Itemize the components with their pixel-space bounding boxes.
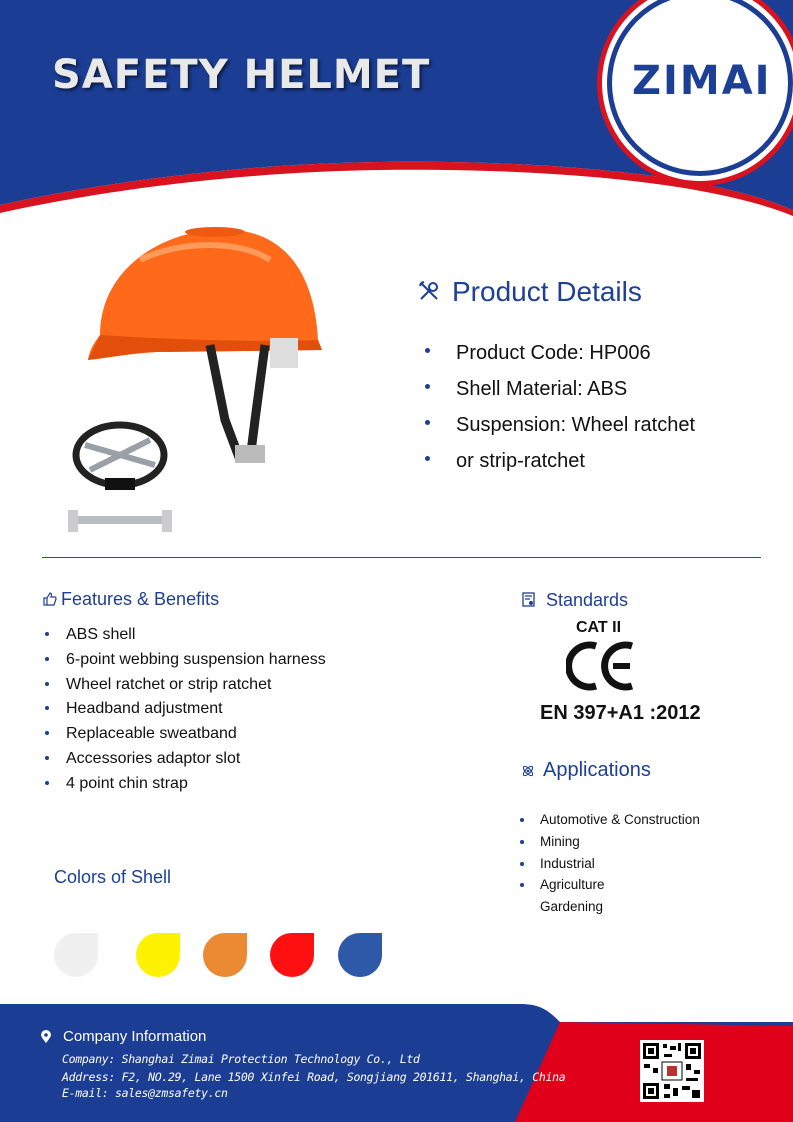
list-item: Shell Material: ABS [425,378,695,414]
section-divider [42,557,761,558]
company-info-title: Company Information [63,1028,207,1045]
location-pin-icon [40,1030,52,1044]
list-item: Automotive & Construction [520,812,700,834]
list-item: Headband adjustment [45,700,326,725]
features-title: Features & Benefits [61,589,220,609]
list-item: ABS shell [45,626,326,651]
list-item: or strip-ratchet [425,450,695,486]
color-swatch-red [270,933,314,977]
color-swatch-blue [338,933,382,977]
thumbs-up-icon [43,592,57,606]
color-swatch-white [54,933,98,977]
atom-icon [521,764,535,778]
helmet-product-image [60,220,340,550]
color-swatch-orange [203,933,247,977]
company-name: Company: Shanghai Zimai Protection Technology Co., Ltd [62,1052,420,1066]
shell-colors-title: Colors of Shell [54,867,172,887]
list-item: Accessories adaptor slot [45,750,326,775]
company-address: Address: F2, NO.29, Lane 1500 Xinfei Road, Songjiang 201611, Shanghai, China [62,1070,566,1084]
tools-icon [418,280,440,302]
features-list [45,626,326,800]
list-item: 4 point chin strap [45,775,326,800]
list-item: 6-point webbing suspension harness [45,651,326,676]
header-banner [0,0,793,230]
page-title: SAFETY HELMET [52,52,431,98]
ce-mark [566,640,638,692]
list-item: Gardening [540,899,604,915]
applications-list [520,812,700,921]
list-item: Suspension: Wheel ratchet [425,414,695,450]
standards-title: Standards [546,590,629,610]
standard-norm: EN 397+A1 :2012 [540,702,701,724]
qr-code [640,1040,704,1102]
list-item: Mining [520,834,700,856]
color-swatch-yellow [136,933,180,977]
list-item: Replaceable sweatband [45,725,326,750]
list-item: Agriculture [520,877,700,899]
product-details-list [425,342,695,486]
product-details-title: Product Details [452,276,642,307]
cat-rating: CAT II [576,619,622,636]
certificate-icon [522,592,536,608]
applications-title: Applications [543,759,651,781]
company-email[interactable]: E-mail: sales@zmsafety.cn [62,1086,228,1100]
list-item: Wheel ratchet or strip ratchet [45,676,326,701]
list-item: Product Code: HP006 [425,342,695,378]
list-item: Industrial [520,856,700,878]
brand-logo: ZIMAI [632,58,772,104]
